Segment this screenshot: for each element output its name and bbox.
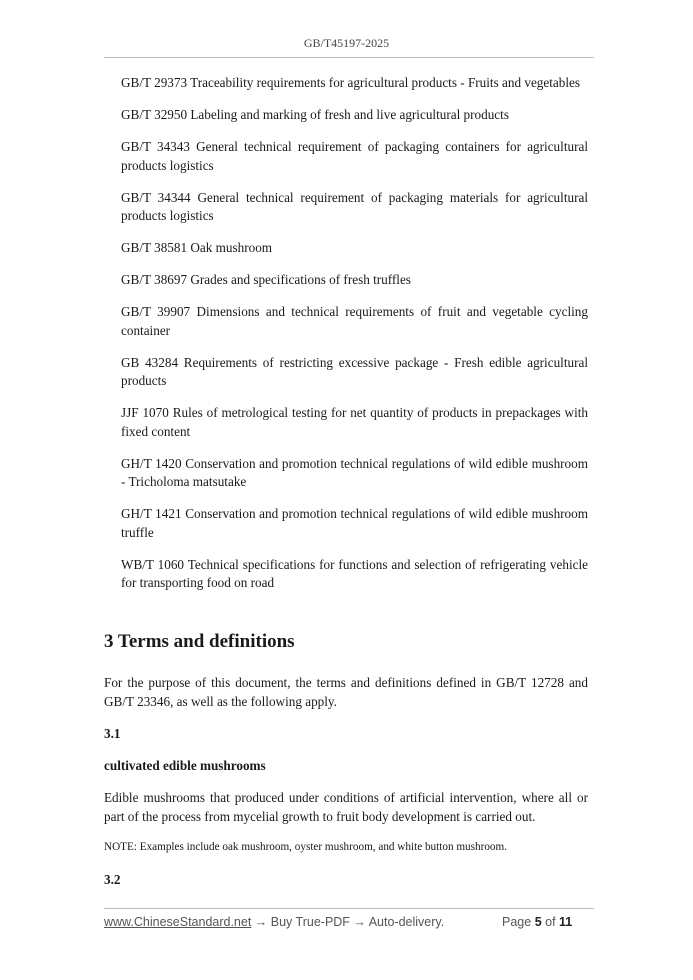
reference-item: GB/T 38581 Oak mushroom — [121, 240, 273, 255]
reference-item: JJF 1070 Rules of metrological testing for net quantity of products in prepackages with fixed content — [121, 405, 588, 439]
section-intro: For the purpose of this document, the terms and definitions defined in GB/T 12728 and GB/T 23346, as well as the following apply. — [104, 675, 588, 709]
reference-item: GB 43284 Requirements of restricting excessive package - Fresh edible agricultural products — [121, 354, 588, 388]
page-word: Page — [502, 915, 532, 929]
clause-number: 3.1 — [104, 726, 121, 741]
term-name: cultivated edible mushrooms — [104, 758, 266, 773]
reference-item: GB/T 38697 Grades and specifications of fresh truffles — [121, 272, 411, 287]
section-heading: 3 Terms and definitions — [104, 631, 295, 652]
footer-divider — [104, 908, 594, 909]
header-divider — [104, 57, 594, 58]
promo-text: → Buy True-PDF → Auto-delivery. — [251, 915, 445, 929]
site-link[interactable]: www.ChineseStandard.net — [104, 915, 252, 929]
reference-item: GB/T 32950 Labeling and marking of fresh and live agricultural products — [121, 107, 509, 122]
running-header: GB/T45197-2025 — [303, 36, 390, 50]
reference-item: WB/T 1060 Technical specifications for functions and selection of refrigerating vehicle for transporting food on road — [121, 556, 588, 590]
term-note: NOTE: Examples include oak mushroom, oyster mushroom, and white button mushroom. — [104, 841, 508, 853]
term-definition: Edible mushrooms that produced under conditions of artificial intervention, where all or part of the process from mycelial growth to fruit body development is carried out. — [104, 790, 588, 824]
reference-item: GH/T 1420 Conservation and promotion technical regulations of wild edible mushroom - Tricholoma matsutake — [121, 455, 588, 489]
terms-section — [104, 630, 588, 903]
reference-item: GB/T 29373 Traceability requirements for agricultural products - Fruits and vegetables — [121, 75, 581, 90]
page-total: 11 — [559, 915, 573, 929]
reference-item: GH/T 1421 Conservation and promotion technical regulations of wild edible mushroom truffle — [121, 506, 588, 540]
reference-item: GB/T 39907 Dimensions and technical requirements of fruit and vegetable cycling container — [121, 304, 588, 338]
clause-number: 3.2 — [104, 872, 121, 887]
reference-item: GB/T 34343 General technical requirement of packaging containers for agricultural products logistics — [121, 139, 588, 173]
reference-item: GB/T 34344 General technical requirement of packaging materials for agricultural products logistics — [121, 189, 588, 223]
page-of: of — [545, 915, 556, 929]
page-current: 5 — [534, 915, 542, 929]
normative-references-list — [121, 74, 588, 606]
page-indicator — [502, 915, 572, 929]
footer-promo — [104, 915, 444, 929]
